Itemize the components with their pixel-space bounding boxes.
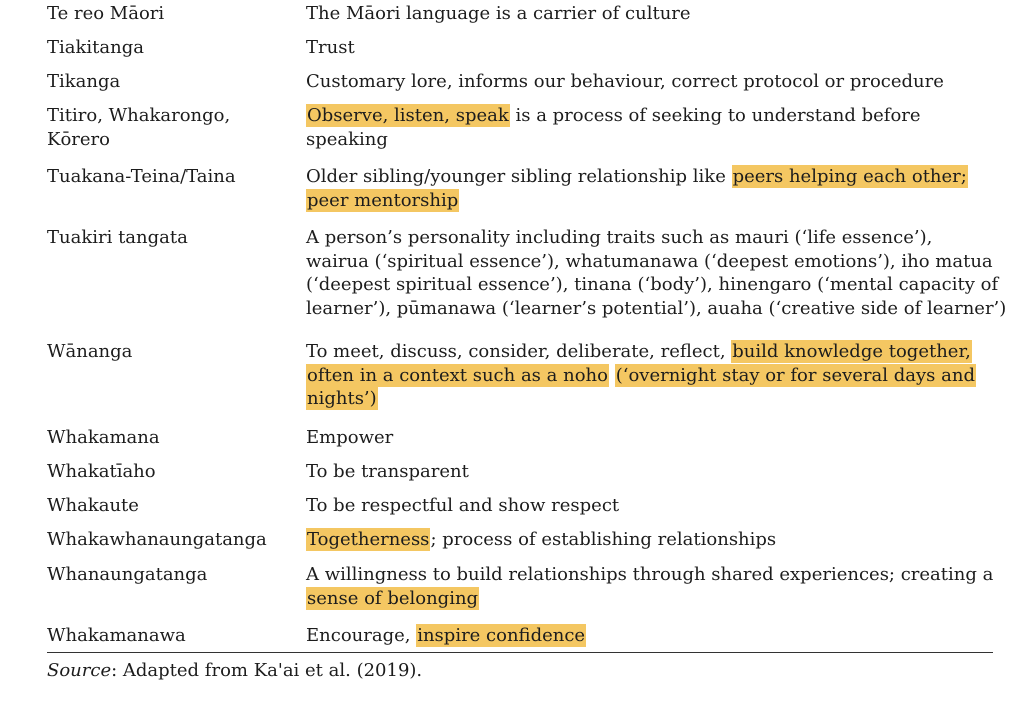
definition-text: Trust: [306, 37, 355, 58]
definition-text: ; process of establishing relationships: [430, 529, 777, 550]
definition-cell: [306, 226, 1006, 320]
definition-text: To be transparent: [306, 461, 469, 482]
definition-text: The Māori language is a carrier of culture: [306, 3, 691, 24]
highlighted-text: build knowledge together,: [732, 341, 971, 362]
definition-text: To be respectful and show respect: [306, 495, 620, 516]
definition-line: [306, 273, 1006, 297]
definition-line: [306, 165, 1006, 189]
definition-text: is a process of seeking to understand before: [509, 105, 921, 126]
term-cell: Tuakana-Teina/Taina: [47, 166, 236, 187]
definition-text: [609, 365, 615, 386]
definition-text: A willingness to build relationships through shared experiences; creating a: [306, 564, 994, 585]
term-cell: Te reo Māori: [47, 3, 165, 24]
source-label: Source: [47, 660, 112, 681]
definition-line: [306, 460, 1006, 484]
highlighted-text: Observe, listen, speak: [307, 105, 509, 126]
term-cell: Whakatīaho: [47, 461, 156, 482]
highlighted-text: sense of belonging: [307, 587, 479, 609]
definition-text: To meet, discuss, consider, deliberate, reflect,: [306, 341, 732, 362]
definition-text: Customary lore, informs our behaviour, correct protocol or procedure: [306, 71, 944, 92]
definition-text: Empower: [306, 427, 394, 448]
highlighted-text: (‘overnight stay or for several days and: [615, 364, 975, 386]
definition-line: [306, 250, 1006, 274]
definition-cell: [306, 528, 1006, 552]
definition-text: learner’), pūmanawa (‘learner’s potential’), auaha (‘creative side of learner’): [306, 297, 1007, 319]
definition-cell: [306, 165, 1006, 212]
definition-text: (‘deepest spiritual essence’), tinana (‘body’), hinengaro (‘mental capacity of: [306, 274, 999, 295]
definition-cell: [306, 104, 1006, 151]
definition-line: [306, 624, 1006, 648]
term-cell: Tuakiri tangata: [47, 227, 188, 248]
highlighted-text: peers helping each other;: [732, 166, 967, 187]
definition-line: [306, 387, 1006, 411]
definition-line: [306, 494, 1006, 518]
definition-line: [306, 226, 1006, 250]
term-cell: Whakamanawa: [47, 625, 186, 646]
highlighted-text: often in a context such as a noho: [307, 364, 608, 386]
definition-text: Encourage,: [306, 625, 417, 646]
highlighted-text: peer mentorship: [307, 189, 459, 211]
definition-line: [306, 587, 1006, 611]
term-cell: Titiro, Whakarongo, Kōrero: [47, 105, 231, 150]
definition-cell: [306, 340, 1006, 411]
highlighted-text: nights’): [307, 388, 377, 409]
definition-cell: [306, 563, 1006, 610]
definition-line: [306, 364, 1006, 388]
definition-line: [306, 104, 1006, 128]
definition-cell: [306, 70, 1006, 94]
definition-line: [306, 128, 1006, 152]
definition-line: [306, 563, 1006, 587]
definition-line: [306, 70, 1006, 94]
definition-cell: [306, 36, 1006, 60]
term-cell: Whakaute: [47, 495, 139, 516]
definition-text: A person’s personality including traits such as mauri (‘life essence’),: [306, 227, 933, 248]
source-note: [47, 659, 422, 682]
definition-line: [306, 426, 1006, 450]
term-cell: Wānanga: [47, 341, 133, 362]
definition-cell: [306, 2, 1006, 26]
definition-cell: [306, 460, 1006, 484]
definition-text: Older sibling/younger sibling relationship like: [306, 166, 732, 187]
highlighted-text: Togetherness: [307, 529, 430, 550]
source-text: : Adapted from Ka'ai et al. (2019).: [111, 660, 423, 681]
term-cell: Tiakitanga: [47, 37, 144, 58]
definition-cell: [306, 624, 1006, 648]
definition-cell: [306, 426, 1006, 450]
table-bottom-rule: [47, 652, 993, 653]
definition-line: [306, 2, 1006, 26]
definition-line: [306, 528, 1006, 552]
definition-text: speaking: [306, 128, 388, 150]
term-cell: Whakamana: [47, 427, 160, 448]
term-cell: Whanaungatanga: [47, 564, 208, 585]
definition-line: [306, 36, 1006, 60]
definition-line: [306, 297, 1006, 321]
term-cell: Whakawhanaungatanga: [47, 529, 267, 550]
highlighted-text: inspire confidence: [417, 625, 586, 646]
term-cell: Tikanga: [47, 71, 121, 92]
definition-line: [306, 340, 1006, 364]
definition-cell: [306, 494, 1006, 518]
definition-text: wairua (‘spiritual essence’), whatumanawa (‘deepest emotions’), iho matua: [306, 250, 993, 272]
definition-line: [306, 189, 1006, 213]
